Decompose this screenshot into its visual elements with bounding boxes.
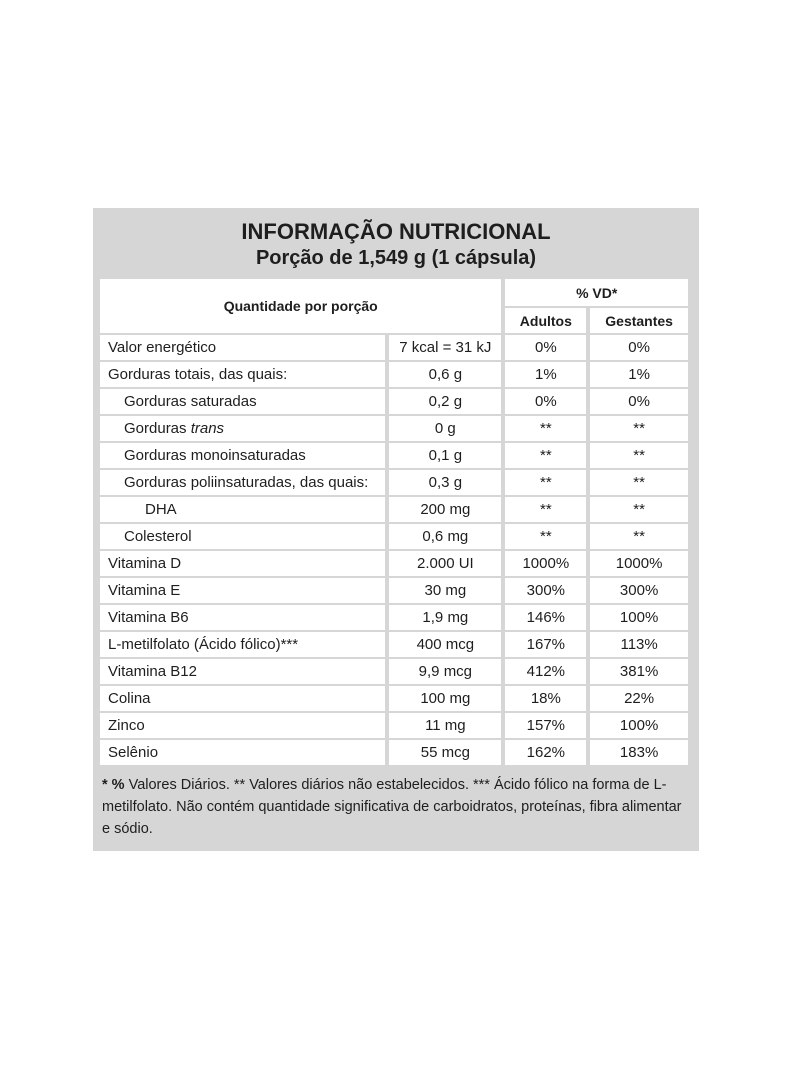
quantity-header: Quantidade por porção [100, 279, 501, 333]
nutrition-facts-panel [93, 208, 699, 851]
table-title: INFORMAÇÃO NUTRICIONAL [241, 219, 551, 244]
nutrient-amount: 0,6 g [389, 362, 501, 387]
vd-pregnant: ** [590, 443, 688, 468]
vd-adults: ** [505, 524, 586, 549]
vd-adults: 18% [505, 686, 586, 711]
nutrient-name: Zinco [100, 713, 385, 738]
vd-pregnant: ** [590, 470, 688, 495]
vd-adults: 300% [505, 578, 586, 603]
nutrient-amount: 0,1 g [389, 443, 501, 468]
nutrient-name: DHA [100, 497, 385, 522]
vd-pregnant: 1000% [590, 551, 688, 576]
pregnant-header: Gestantes [590, 308, 688, 333]
table-row [100, 362, 688, 387]
vd-pregnant: ** [590, 524, 688, 549]
vd-adults: 162% [505, 740, 586, 765]
table-row [100, 524, 688, 549]
vd-pregnant: 100% [590, 713, 688, 738]
table-row [100, 740, 688, 765]
table-row [100, 659, 688, 684]
vd-header: % VD* [505, 279, 688, 306]
vd-adults: ** [505, 416, 586, 441]
vd-pregnant: 1% [590, 362, 688, 387]
nutrient-amount: 0,3 g [389, 470, 501, 495]
vd-pregnant: 0% [590, 335, 688, 360]
header-row [100, 279, 688, 306]
nutrient-name: Colina [100, 686, 385, 711]
nutrient-amount: 9,9 mcg [389, 659, 501, 684]
vd-pregnant: ** [590, 416, 688, 441]
table-row [100, 497, 688, 522]
nutrient-name: Vitamina D [100, 551, 385, 576]
nutrient-amount: 55 mcg [389, 740, 501, 765]
vd-pregnant: 183% [590, 740, 688, 765]
vd-adults: 0% [505, 335, 586, 360]
nutrient-amount: 400 mcg [389, 632, 501, 657]
vd-adults: ** [505, 470, 586, 495]
footnote-marker: * % [102, 777, 125, 793]
nutrient-amount: 1,9 mg [389, 605, 501, 630]
table-row [100, 605, 688, 630]
footnote-text: Valores Diários. ** Valores diários não estabelecidos. *** Ácido fólico na forma de L-metilfolato. Não contém quantidade significativa de carboidratos, proteínas, fibra alimentar e sódio. [102, 777, 682, 837]
table-row [100, 416, 688, 441]
table-row [100, 632, 688, 657]
nutrient-amount: 30 mg [389, 578, 501, 603]
vd-adults: 1% [505, 362, 586, 387]
table-row [100, 443, 688, 468]
nutrient-name: L-metilfolato (Ácido fólico)*** [100, 632, 385, 657]
vd-adults: 0% [505, 389, 586, 414]
vd-pregnant: 100% [590, 605, 688, 630]
table-row [100, 551, 688, 576]
nutrient-amount: 7 kcal = 31 kJ [389, 335, 501, 360]
vd-adults: 412% [505, 659, 586, 684]
footnote [100, 767, 692, 840]
table-row [100, 578, 688, 603]
serving-size: Porção de 1,549 g (1 cápsula) [255, 247, 537, 269]
vd-adults: ** [505, 497, 586, 522]
vd-pregnant: 113% [590, 632, 688, 657]
nutrient-name: Vitamina B6 [100, 605, 385, 630]
nutrient-name: Gorduras saturadas [100, 389, 385, 414]
nutrition-table [96, 277, 692, 767]
vd-adults: ** [505, 443, 586, 468]
nutrient-amount: 0,2 g [389, 389, 501, 414]
vd-adults: 1000% [505, 551, 586, 576]
vd-adults: 146% [505, 605, 586, 630]
vd-adults: 167% [505, 632, 586, 657]
adults-header: Adultos [505, 308, 586, 333]
nutrient-amount: 11 mg [389, 713, 501, 738]
nutrient-name: Gorduras monoinsaturadas [100, 443, 385, 468]
nutrient-name: Vitamina E [100, 578, 385, 603]
nutrient-name: Vitamina B12 [100, 659, 385, 684]
nutrient-name-prefix: Gorduras [124, 420, 191, 437]
vd-adults: 157% [505, 713, 586, 738]
table-row [100, 713, 688, 738]
nutrient-name-italic: trans [190, 420, 225, 437]
vd-pregnant: 22% [590, 686, 688, 711]
nutrient-name: Selênio [100, 740, 385, 765]
nutrient-name [100, 416, 385, 441]
vd-pregnant: ** [590, 497, 688, 522]
nutrient-amount: 0 g [389, 416, 501, 441]
vd-pregnant: 300% [590, 578, 688, 603]
nutrient-name: Valor energético [100, 335, 385, 360]
nutrient-name: Colesterol [100, 524, 385, 549]
nutrient-amount: 200 mg [389, 497, 501, 522]
nutrient-amount: 2.000 UI [389, 551, 501, 576]
table-row [100, 389, 688, 414]
vd-pregnant: 0% [590, 389, 688, 414]
nutrient-name: Gorduras totais, das quais: [100, 362, 385, 387]
nutrient-name: Gorduras poliinsaturadas, das quais: [100, 470, 385, 495]
vd-pregnant: 381% [590, 659, 688, 684]
table-row [100, 335, 688, 360]
nutrient-amount: 0,6 mg [389, 524, 501, 549]
table-row [100, 686, 688, 711]
nutrient-amount: 100 mg [389, 686, 501, 711]
table-row [100, 470, 688, 495]
title-block [100, 208, 692, 277]
